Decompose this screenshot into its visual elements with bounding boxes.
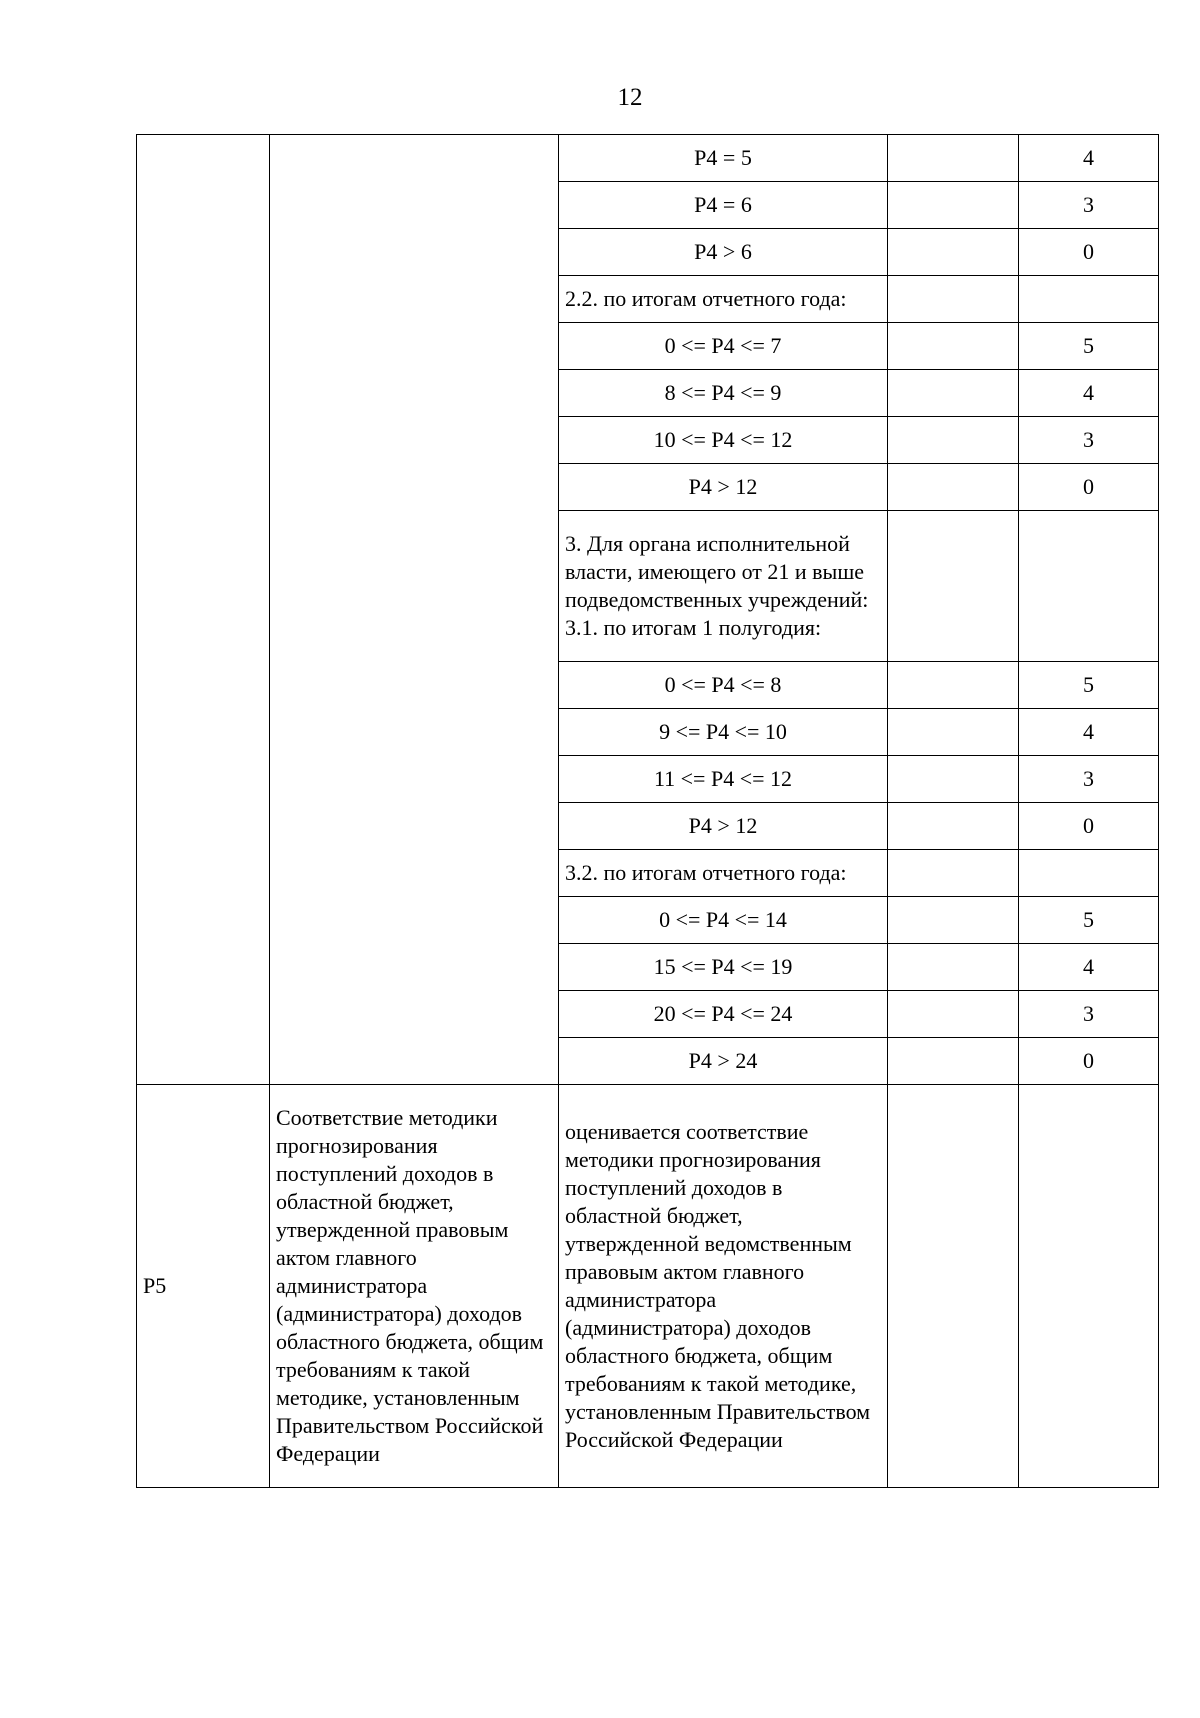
indicator-description: оценивается соответствие методики прогнозирования поступлений доходов в областной бюджет, утвержденной ведомственным правовым актом главного администратора (администратора) доходов областного бюджета, общим требованиям к такой методике, установленным Правительством Российской Федерации: [559, 1085, 888, 1488]
score-cell: 3: [1019, 756, 1159, 803]
empty-cell: [888, 991, 1019, 1038]
criterion-cell: 3.2. по итогам отчетного года:: [559, 850, 888, 897]
criterion-cell: 11 <= P4 <= 12: [559, 756, 888, 803]
table-row: [137, 135, 1159, 182]
empty-cell: [888, 464, 1019, 511]
indicator-name-cell: [270, 135, 559, 1085]
criterion-cell: P4 > 12: [559, 464, 888, 511]
empty-cell: [888, 229, 1019, 276]
score-cell: 5: [1019, 897, 1159, 944]
empty-cell: [888, 850, 1019, 897]
score-cell: [1019, 511, 1159, 662]
empty-cell: [888, 1085, 1019, 1488]
criterion-cell: 10 <= P4 <= 12: [559, 417, 888, 464]
criterion-cell: P4 = 5: [559, 135, 888, 182]
score-cell: 3: [1019, 182, 1159, 229]
empty-cell: [1019, 1085, 1159, 1488]
score-cell: 5: [1019, 323, 1159, 370]
criterion-cell: 0 <= P4 <= 14: [559, 897, 888, 944]
criterion-cell: P4 = 6: [559, 182, 888, 229]
indicator-code-cell: [137, 135, 270, 1085]
score-cell: 0: [1019, 464, 1159, 511]
empty-cell: [888, 182, 1019, 229]
score-cell: 4: [1019, 135, 1159, 182]
score-cell: 4: [1019, 370, 1159, 417]
indicator-code: P5: [137, 1085, 270, 1488]
score-cell: 0: [1019, 229, 1159, 276]
empty-cell: [888, 1038, 1019, 1085]
empty-cell: [888, 756, 1019, 803]
score-cell: 3: [1019, 417, 1159, 464]
score-cell: 3: [1019, 991, 1159, 1038]
indicators-table: [136, 134, 1159, 1488]
empty-cell: [888, 944, 1019, 991]
empty-cell: [888, 135, 1019, 182]
criterion-cell: P4 > 6: [559, 229, 888, 276]
page-number: 12: [617, 84, 643, 111]
empty-cell: [888, 511, 1019, 662]
empty-cell: [888, 709, 1019, 756]
empty-cell: [888, 370, 1019, 417]
empty-cell: [888, 662, 1019, 709]
table-row-p5: [137, 1085, 1159, 1488]
criterion-cell: 0 <= P4 <= 8: [559, 662, 888, 709]
criterion-cell: 8 <= P4 <= 9: [559, 370, 888, 417]
criterion-cell: P4 > 24: [559, 1038, 888, 1085]
criterion-cell: 2.2. по итогам отчетного года:: [559, 276, 888, 323]
criterion-cell: 20 <= P4 <= 24: [559, 991, 888, 1038]
score-cell: 0: [1019, 1038, 1159, 1085]
criterion-cell: P4 > 12: [559, 803, 888, 850]
empty-cell: [888, 897, 1019, 944]
empty-cell: [888, 276, 1019, 323]
score-cell: 0: [1019, 803, 1159, 850]
score-cell: [1019, 276, 1159, 323]
score-cell: 4: [1019, 944, 1159, 991]
empty-cell: [888, 803, 1019, 850]
empty-cell: [888, 323, 1019, 370]
criterion-cell: 15 <= P4 <= 19: [559, 944, 888, 991]
score-cell: 4: [1019, 709, 1159, 756]
score-cell: 5: [1019, 662, 1159, 709]
criterion-subheading: 3.1. по итогам 1 полугодия:: [565, 615, 822, 640]
empty-cell: [888, 417, 1019, 464]
criterion-cell: [559, 511, 888, 662]
criterion-cell: 0 <= P4 <= 7: [559, 323, 888, 370]
indicator-name: Соответствие методики прогнозирования поступлений доходов в областной бюджет, утвержденной правовым актом главного администратора (администратора) доходов областного бюджета, общим требованиям к такой методике, установленным Правительством Российской Федерации: [270, 1085, 559, 1488]
criterion-cell: 9 <= P4 <= 10: [559, 709, 888, 756]
criterion-heading: 3. Для органа исполнительной власти, имеющего от 21 и выше подведомственных учреждений:: [565, 531, 869, 612]
score-cell: [1019, 850, 1159, 897]
